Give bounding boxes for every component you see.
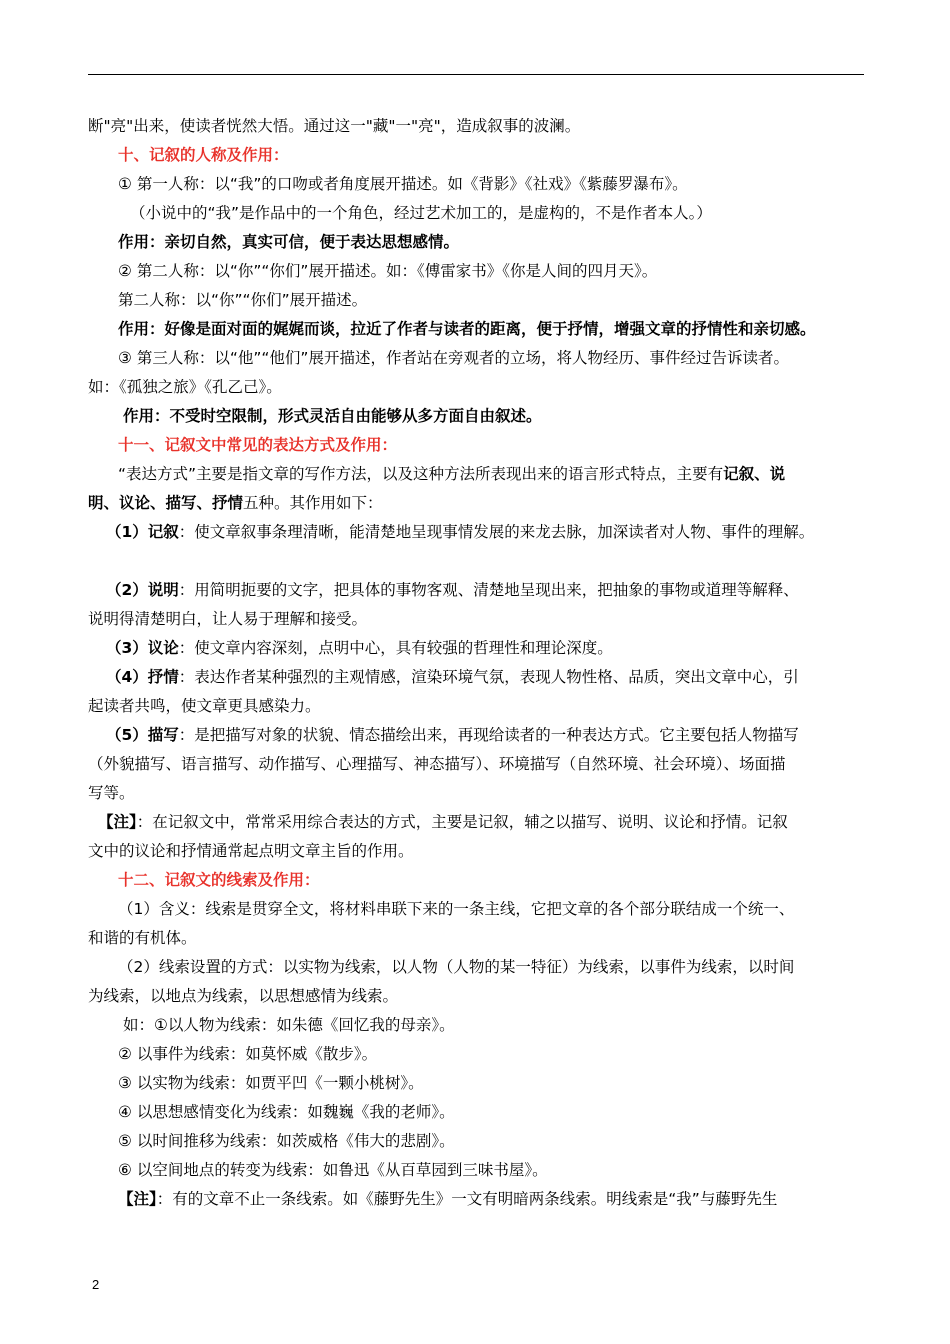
text-line-bold: 作用：不受时空限制，形式灵活自由能够从多方面自由叙述。 bbox=[123, 407, 542, 425]
text-line: 文中的议论和抒情通常起点明文章主旨的作用。 bbox=[88, 842, 414, 860]
text-line: “表达方式”主要是指文章的写作方法，以及这种方法所表现出来的语言形式特点，主要有记叙、说 bbox=[118, 465, 786, 483]
text-line: ④ 以思想感情变化为线索：如魏巍《我的老师》。 bbox=[118, 1103, 455, 1121]
text-line: 和谐的有机体。 bbox=[88, 929, 197, 947]
text-line: （3）议论：使文章内容深刻，点明中心，具有较强的哲理性和理论深度。 bbox=[106, 639, 613, 657]
text-line: （4）抒情：表达作者某种强烈的主观情感，渲染环境气氛，表现人物性格、品质，突出文章中心，引 bbox=[106, 668, 799, 686]
section-heading-11: 十一、记叙文中常见的表达方式及作用： bbox=[118, 436, 398, 454]
text-line: 断"亮"出来，使读者恍然大悟。通过这一"藏"一"亮"，造成叙事的波澜。 bbox=[88, 117, 581, 135]
text-line: ③ 第三人称：以“他”“他们”展开描述，作者站在旁观者的立场，将人物经历、事件经过告诉读者。 bbox=[118, 349, 789, 367]
text-line: 如：①以人物为线索：如朱德《回忆我的母亲》。 bbox=[123, 1016, 455, 1034]
text-line-bold: 作用：亲切自然，真实可信，便于表达思想感情。 bbox=[118, 233, 460, 251]
text-line: ② 以事件为线索：如莫怀威《散步》。 bbox=[118, 1045, 378, 1063]
text-line: 写等。 bbox=[88, 784, 135, 802]
text-line: 第二人称：以“你”“你们”展开描述。 bbox=[118, 291, 368, 309]
text-line: （5）描写：是把描写对象的状貌、情态描绘出来，再现给读者的一种表达方式。它主要包括人物描写 bbox=[106, 726, 799, 744]
blank-line bbox=[88, 547, 878, 576]
section-heading-10: 十、记叙的人称及作用： bbox=[118, 146, 289, 164]
text-line: 为线索，以地点为线索，以思想感情为线索。 bbox=[88, 987, 399, 1005]
text-line: ① 第一人称：以“我”的口吻或者角度展开描述。如《背影》《社戏》《紫藤罗瀑布》。 bbox=[118, 175, 688, 193]
header-rule bbox=[88, 74, 864, 75]
text-line: 如：《孤独之旅》《孔乙己》。 bbox=[88, 378, 282, 396]
text-line: （1）含义：线索是贯穿全文，将材料串联下来的一条主线，它把文章的各个部分联结成一个统一、 bbox=[118, 900, 795, 918]
text-line: ③ 以实物为线索：如贾平凹《一颗小桃树》。 bbox=[118, 1074, 424, 1092]
text-line: （小说中的“我”是作品中的一个角色，经过艺术加工的，是虚构的，不是作者本人。） bbox=[130, 204, 712, 222]
text-line-bold: 作用：好像是面对面的娓娓而谈，拉近了作者与读者的距离，便于抒情，增强文章的抒情性和亲切感。 bbox=[118, 320, 816, 338]
text-line: 明、议论、描写、抒情五种。其作用如下： bbox=[88, 494, 383, 512]
section-heading-12: 十二、记叙文的线索及作用： bbox=[118, 871, 320, 889]
text-line: （外貌描写、语言描写、动作描写、心理描写、神态描写）、环境描写（自然环境、社会环境）、场面描 bbox=[88, 755, 786, 773]
text-line: 说明得清楚明白，让人易于理解和接受。 bbox=[88, 610, 368, 628]
text-line: （1）记叙：使文章叙事条理清晰，能清楚地呈现事情发展的来龙去脉，加深读者对人物、事件的理解。 bbox=[106, 523, 815, 541]
text-line: ② 第二人称：以“你”“你们”展开描述。如：《傅雷家书》《你是人间的四月天》。 bbox=[118, 262, 658, 280]
document-body bbox=[88, 112, 878, 1214]
text-line: （2）说明：用简明扼要的文字，把具体的事物客观、清楚地呈现出来，把抽象的事物或道理等解释、 bbox=[106, 581, 799, 599]
text-line: 【注】：有的文章不止一条线索。如《藤野先生》一文有明暗两条线索。明线索是“我”与藤野先生 bbox=[118, 1190, 778, 1208]
page-number: 2 bbox=[92, 1277, 100, 1292]
text-line: 起读者共鸣，使文章更具感染力。 bbox=[88, 697, 321, 715]
text-line: ⑥ 以空间地点的转变为线索：如鲁迅《从百草园到三味书屋》。 bbox=[118, 1161, 548, 1179]
text-line: ⑤ 以时间推移为线索：如茨威格《伟大的悲剧》。 bbox=[118, 1132, 455, 1150]
text-line: 【注】：在记叙文中，常常采用综合表达的方式，主要是记叙，辅之以描写、说明、议论和抒情。记叙 bbox=[98, 813, 788, 831]
text-line: （2）线索设置的方式：以实物为线索，以人物（人物的某一特征）为线索，以事件为线索，以时间 bbox=[118, 958, 795, 976]
